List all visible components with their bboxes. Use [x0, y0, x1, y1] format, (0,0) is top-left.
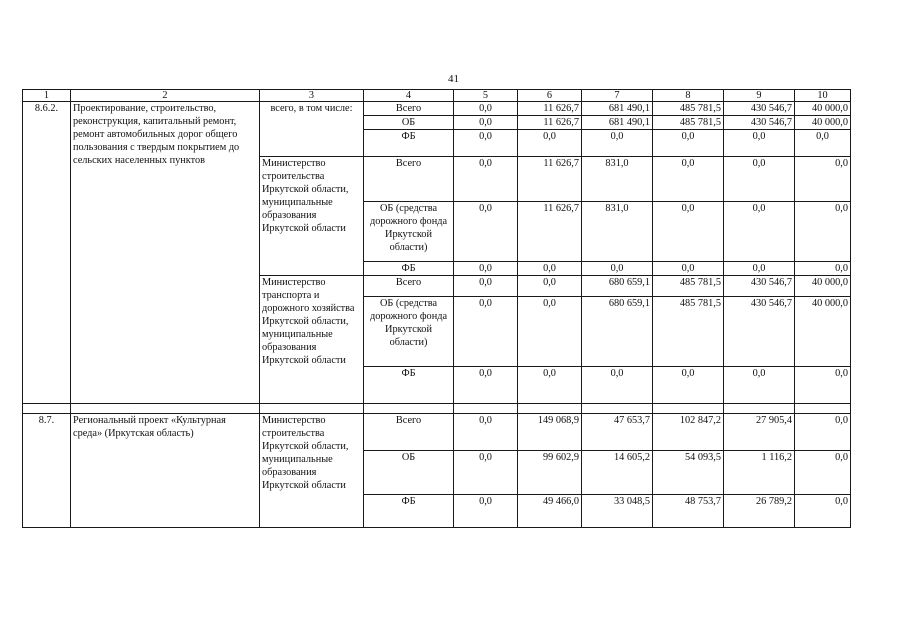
funding-type: ОБ: [364, 116, 454, 130]
funding-type: Всего: [364, 414, 454, 451]
value-cell: 54 093,5: [653, 451, 724, 495]
table-row: [23, 102, 851, 116]
value-cell: 0,0: [653, 157, 724, 202]
header-cell: 3: [260, 90, 364, 102]
funding-type: ОБ (средства дорожного фонда Иркутской области): [364, 202, 454, 262]
value-cell: 831,0: [582, 202, 653, 262]
value-cell: 0,0: [795, 262, 851, 276]
value-cell: 430 546,7: [724, 297, 795, 367]
value-cell: 485 781,5: [653, 297, 724, 367]
value-cell: 11 626,7: [518, 157, 582, 202]
row-name: Проектирование, строительство, реконструкция, капитальный ремонт, ремонт автомобильных дорог общего пользования с твердым покрытием до сельских населенных пунктов: [71, 102, 260, 404]
value-cell: 0,0: [724, 262, 795, 276]
value-cell: 40 000,0: [795, 102, 851, 116]
funding-type: ФБ: [364, 262, 454, 276]
executor-cell: Министерство строительства Иркутской области, муниципальные образования Иркутской области: [260, 414, 364, 528]
value-cell: 0,0: [518, 262, 582, 276]
value-cell: 0,0: [724, 367, 795, 404]
value-cell: 14 605,2: [582, 451, 653, 495]
funding-type: ФБ: [364, 130, 454, 157]
value-cell: 27 905,4: [724, 414, 795, 451]
value-cell: 0,0: [454, 102, 518, 116]
value-cell: 680 659,1: [582, 297, 653, 367]
header-cell: 4: [364, 90, 454, 102]
value-cell: 40 000,0: [795, 116, 851, 130]
value-cell: 0,0: [454, 297, 518, 367]
value-cell: 48 753,7: [653, 495, 724, 528]
value-cell: 680 659,1: [582, 276, 653, 297]
value-cell: 0,0: [582, 130, 653, 157]
funding-type: ФБ: [364, 495, 454, 528]
value-cell: 0,0: [454, 414, 518, 451]
funding-type: ОБ: [364, 451, 454, 495]
value-cell: 0,0: [795, 495, 851, 528]
header-cell: 7: [582, 90, 653, 102]
value-cell: 0,0: [653, 367, 724, 404]
value-cell: 0,0: [795, 202, 851, 262]
value-cell: 11 626,7: [518, 202, 582, 262]
header-row: [23, 90, 851, 102]
value-cell: 0,0: [454, 276, 518, 297]
value-cell: 0,0: [724, 202, 795, 262]
header-cell: 10: [795, 90, 851, 102]
header-cell: 6: [518, 90, 582, 102]
value-cell: 0,0: [454, 451, 518, 495]
funding-type: ФБ: [364, 367, 454, 404]
value-cell: 485 781,5: [653, 116, 724, 130]
value-cell: 0,0: [795, 367, 851, 404]
value-cell: 11 626,7: [518, 102, 582, 116]
row-code: 8.6.2.: [23, 102, 71, 404]
value-cell: 831,0: [582, 157, 653, 202]
header-cell: 1: [23, 90, 71, 102]
value-cell: 33 048,5: [582, 495, 653, 528]
executor-cell: Министерство транспорта и дорожного хозяйства Иркутской области, муниципальные образования Иркутской области: [260, 276, 364, 404]
value-cell: 0,0: [582, 367, 653, 404]
value-cell: 0,0: [454, 262, 518, 276]
value-cell: 0,0: [454, 495, 518, 528]
value-cell: 1 116,2: [724, 451, 795, 495]
value-cell: 0,0: [795, 451, 851, 495]
value-cell: 102 847,2: [653, 414, 724, 451]
value-cell: 0,0: [795, 414, 851, 451]
value-cell: 430 546,7: [724, 116, 795, 130]
value-cell: 430 546,7: [724, 102, 795, 116]
value-cell: 0,0: [653, 202, 724, 262]
value-cell: 681 490,1: [582, 102, 653, 116]
header-cell: 8: [653, 90, 724, 102]
value-cell: 430 546,7: [724, 276, 795, 297]
header-cell: 9: [724, 90, 795, 102]
value-cell: 149 068,9: [518, 414, 582, 451]
total-label: всего, в том числе:: [260, 102, 364, 157]
value-cell: 0,0: [653, 130, 724, 157]
value-cell: 0,0: [653, 262, 724, 276]
value-cell: 681 490,1: [582, 116, 653, 130]
value-cell: 0,0: [518, 297, 582, 367]
page-number: 41: [448, 73, 459, 85]
value-cell: 0,0: [795, 130, 851, 157]
value-cell: 0,0: [582, 262, 653, 276]
value-cell: 0,0: [454, 367, 518, 404]
value-cell: 40 000,0: [795, 276, 851, 297]
value-cell: 0,0: [795, 157, 851, 202]
funding-type: Всего: [364, 276, 454, 297]
table-row: [23, 414, 851, 451]
header-cell: 5: [454, 90, 518, 102]
value-cell: 485 781,5: [653, 102, 724, 116]
value-cell: 0,0: [454, 130, 518, 157]
row-code: 8.7.: [23, 414, 71, 528]
value-cell: 0,0: [518, 130, 582, 157]
value-cell: 0,0: [454, 202, 518, 262]
value-cell: 485 781,5: [653, 276, 724, 297]
value-cell: 49 466,0: [518, 495, 582, 528]
value-cell: 0,0: [454, 116, 518, 130]
value-cell: 0,0: [724, 130, 795, 157]
value-cell: 40 000,0: [795, 297, 851, 367]
value-cell: 0,0: [724, 157, 795, 202]
budget-table: [22, 89, 851, 528]
executor-cell: Министерство строительства Иркутской области, муниципальные образования Иркутской области: [260, 157, 364, 276]
value-cell: 11 626,7: [518, 116, 582, 130]
funding-type: ОБ (средства дорожного фонда Иркутской области): [364, 297, 454, 367]
row-name: Региональный проект «Культурная среда» (Иркутская область): [71, 414, 260, 528]
funding-type: Всего: [364, 102, 454, 116]
header-cell: 2: [71, 90, 260, 102]
value-cell: 47 653,7: [582, 414, 653, 451]
value-cell: 26 789,2: [724, 495, 795, 528]
value-cell: 99 602,9: [518, 451, 582, 495]
value-cell: 0,0: [454, 157, 518, 202]
spacer-row: [23, 404, 851, 414]
value-cell: 0,0: [518, 367, 582, 404]
value-cell: 0,0: [518, 276, 582, 297]
funding-type: Всего: [364, 157, 454, 202]
